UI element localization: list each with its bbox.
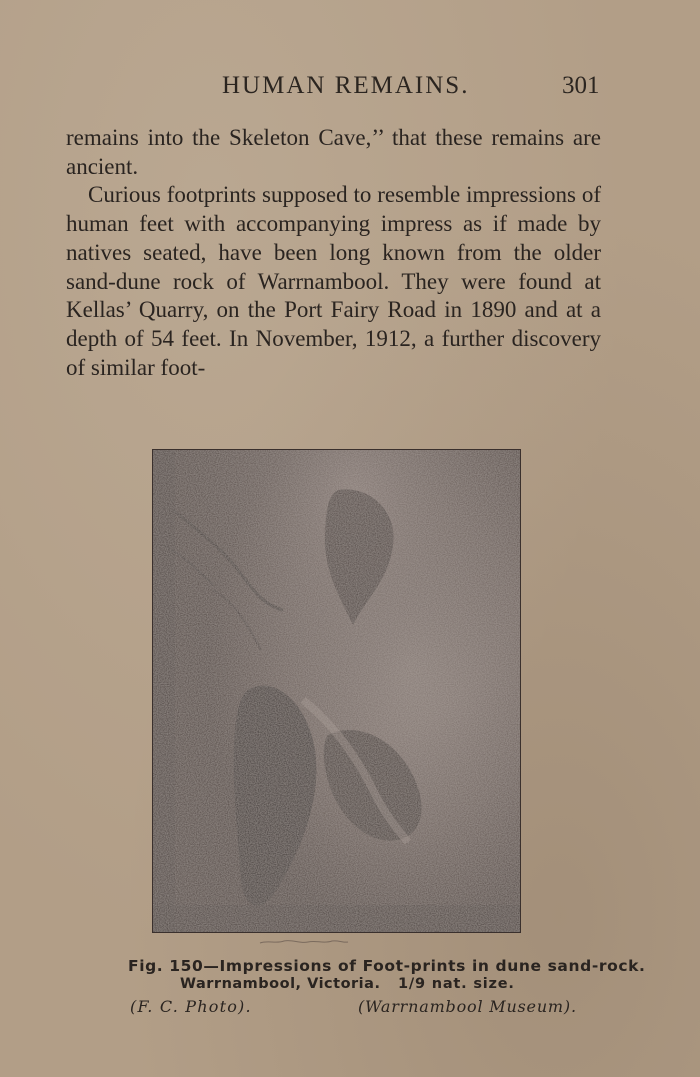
- caption-museum: (Warrnambool Museum).: [358, 997, 577, 1016]
- figure-caption-title: Fig. 150—Impressions of Foot-prints in dune sand-rock.: [128, 957, 646, 975]
- caption-photo-credit: (F. C. Photo).: [130, 997, 252, 1016]
- figure-caption-details: [0, 976, 700, 996]
- caption-place: Warrnambool, Victoria.: [180, 976, 381, 992]
- figure-caption-credits: [0, 997, 700, 1019]
- plate-mark-icon: [258, 938, 350, 946]
- paragraph-continuation: remains into the Skeleton Cave,’’ that these remains are ancient.: [66, 125, 601, 179]
- caption-scale: 1/9 nat. size.: [398, 976, 515, 992]
- footprint-photograph: [152, 449, 521, 933]
- footprint-photo-icon: [153, 450, 520, 932]
- paragraph-footprints: Curious footprints supposed to resemble impressions of human feet with accompanying impress as if made by natives seated, have been long known from the older sand-dune rock of Warrnambool. They were found at Kellas’ Quarry, on the Port Fairy Road in 1890 and at a depth of 54 feet. In November, 1912, a further discovery of similar foot-: [66, 182, 601, 380]
- body-text: [66, 124, 601, 382]
- running-title: HUMAN REMAINS.: [222, 72, 470, 99]
- page-header: [0, 72, 700, 106]
- page-number: 301: [562, 72, 600, 99]
